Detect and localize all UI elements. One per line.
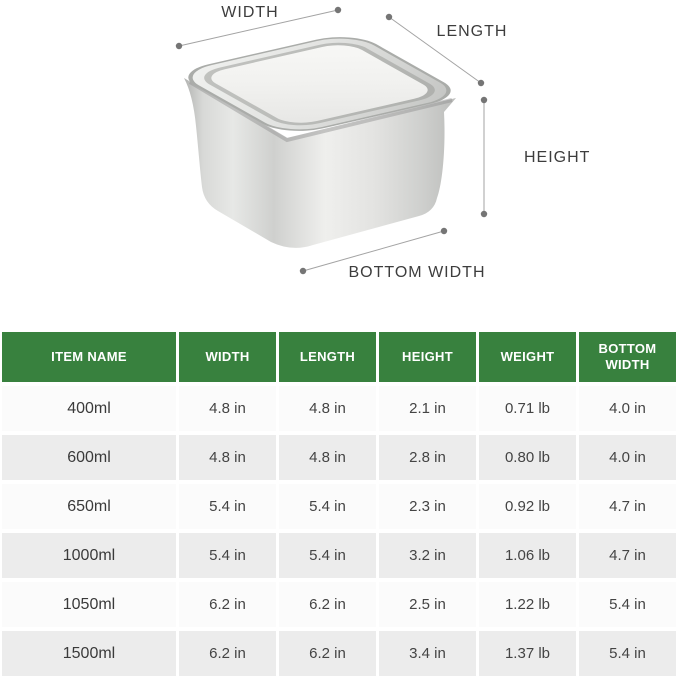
cell-length: 5.4 in — [279, 533, 376, 578]
cell-weight: 0.80 lb — [479, 435, 576, 480]
cell-length: 6.2 in — [279, 631, 376, 676]
cell-bottom-width: 5.4 in — [579, 631, 676, 676]
length-dim-dot-top — [386, 14, 392, 20]
cell-bottom-width: 5.4 in — [579, 582, 676, 627]
cell-weight: 0.92 lb — [479, 484, 576, 529]
table-row — [2, 582, 677, 627]
cell-width: 5.4 in — [179, 484, 276, 529]
cell-item-name: 600ml — [2, 435, 176, 480]
cell-bottom-width: 4.0 in — [579, 386, 676, 431]
cell-height: 2.5 in — [379, 582, 476, 627]
table-row — [2, 484, 677, 529]
cell-item-name: 1050ml — [2, 582, 176, 627]
cell-height: 2.1 in — [379, 386, 476, 431]
width-label: WIDTH — [221, 4, 279, 21]
length-label: LENGTH — [436, 23, 508, 40]
cell-weight: 1.22 lb — [479, 582, 576, 627]
cell-length: 4.8 in — [279, 386, 376, 431]
height-dim-dot-bottom — [481, 211, 487, 217]
header-weight: WEIGHT — [479, 332, 576, 382]
cell-item-name: 650ml — [2, 484, 176, 529]
cell-weight: 1.06 lb — [479, 533, 576, 578]
table-row — [2, 533, 677, 578]
cell-width: 4.8 in — [179, 435, 276, 480]
cell-width: 6.2 in — [179, 631, 276, 676]
cell-width: 4.8 in — [179, 386, 276, 431]
container-illustration — [0, 0, 679, 332]
cell-item-name: 1500ml — [2, 631, 176, 676]
cell-height: 3.2 in — [379, 533, 476, 578]
cell-bottom-width: 4.7 in — [579, 533, 676, 578]
header-item-name: ITEM NAME — [2, 332, 176, 382]
cell-length: 4.8 in — [279, 435, 376, 480]
cell-height: 2.3 in — [379, 484, 476, 529]
cell-length: 6.2 in — [279, 582, 376, 627]
table-row — [2, 386, 677, 431]
product-diagram — [0, 0, 679, 332]
cell-bottom-width: 4.7 in — [579, 484, 676, 529]
header-width: WIDTH — [179, 332, 276, 382]
cell-width: 5.4 in — [179, 533, 276, 578]
height-dim-dot-top — [481, 97, 487, 103]
cell-width: 6.2 in — [179, 582, 276, 627]
length-dim-dot-bottom — [478, 80, 484, 86]
cell-bottom-width: 4.0 in — [579, 435, 676, 480]
cell-weight: 1.37 lb — [479, 631, 576, 676]
height-label: HEIGHT — [524, 149, 591, 166]
width-dim-dot-left — [176, 43, 182, 49]
header-height: HEIGHT — [379, 332, 476, 382]
cell-weight: 0.71 lb — [479, 386, 576, 431]
width-dim-dot-right — [335, 7, 341, 13]
spec-table — [0, 332, 679, 676]
cell-height: 2.8 in — [379, 435, 476, 480]
table-row — [2, 631, 677, 676]
cell-height: 3.4 in — [379, 631, 476, 676]
header-length: LENGTH — [279, 332, 376, 382]
bottom-width-dim-dot-left — [300, 268, 306, 274]
header-bottom-width: BOTTOM WIDTH — [579, 332, 676, 382]
cell-item-name: 400ml — [2, 386, 176, 431]
bottom-width-dim-dot-right — [441, 228, 447, 234]
cell-length: 5.4 in — [279, 484, 376, 529]
table-row — [2, 435, 677, 480]
spec-table-header-row — [2, 332, 677, 382]
cell-item-name: 1000ml — [2, 533, 176, 578]
bottom-width-label: BOTTOM WIDTH — [348, 264, 486, 281]
